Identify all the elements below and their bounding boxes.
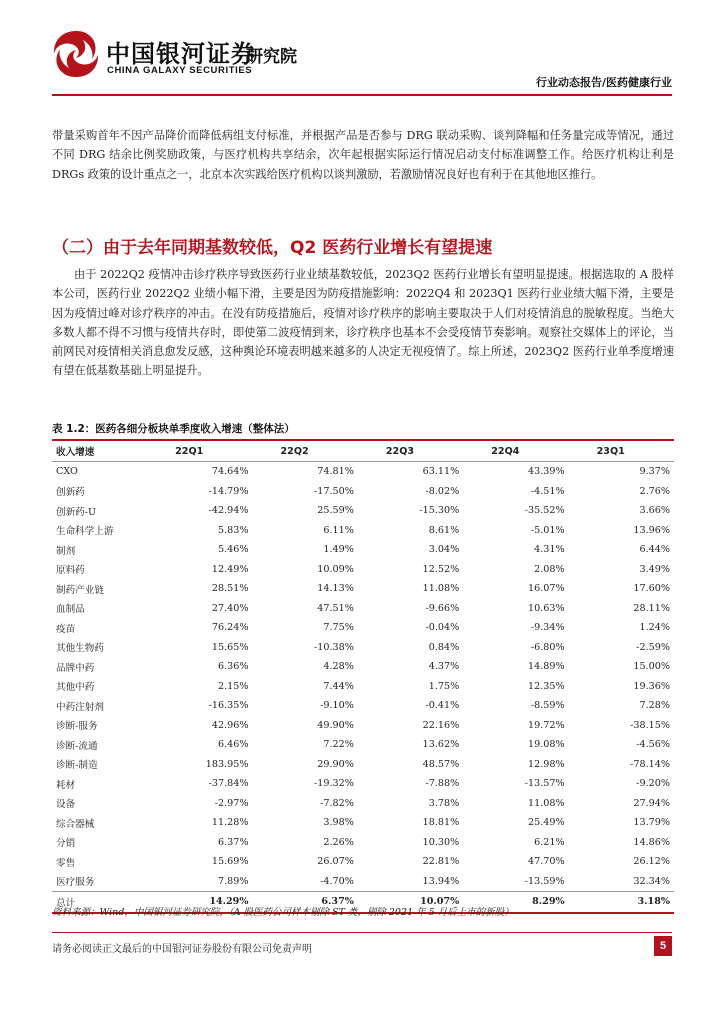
growth-value-cell: 18.81% — [422, 817, 460, 829]
growth-value-cell: 25.59% — [317, 505, 354, 517]
table-row — [52, 794, 674, 814]
table-row — [52, 774, 674, 794]
table-row — [52, 852, 674, 872]
table-row — [52, 833, 674, 853]
institute-label: 研究院 — [246, 47, 297, 67]
row-category-cell: 诊断-服务 — [56, 721, 98, 733]
growth-value-cell: 6.44% — [639, 544, 670, 556]
growth-value-cell: 10.63% — [528, 602, 565, 614]
growth-value-cell: -16.35% — [208, 700, 249, 712]
growth-value-cell: -35.52% — [524, 505, 565, 517]
growth-value-cell: 6.37% — [321, 896, 354, 908]
row-category-cell: 分销 — [56, 838, 76, 850]
growth-value-cell: 27.40% — [211, 602, 249, 614]
row-category-cell: 生命科学上游 — [56, 526, 114, 538]
growth-value-cell: -9.34% — [530, 622, 565, 634]
growth-value-cell: 26.12% — [633, 856, 670, 868]
growth-value-cell: 63.11% — [422, 466, 460, 478]
growth-value-cell: 11.08% — [422, 583, 460, 595]
page-number: 5 — [654, 936, 672, 956]
growth-value-cell: -7.82% — [320, 797, 354, 809]
row-category-cell: 制药产业链 — [56, 584, 104, 596]
growth-value-cell: -9.10% — [320, 700, 354, 712]
growth-value-cell: 8.61% — [428, 524, 460, 536]
growth-value-cell: 22.16% — [422, 719, 460, 731]
footer-divider — [52, 932, 672, 933]
table-row — [52, 521, 674, 541]
growth-value-cell: 3.04% — [428, 544, 460, 556]
growth-value-cell: 1.24% — [639, 622, 670, 634]
growth-value-cell: 0.84% — [428, 641, 460, 653]
growth-value-cell: 6.21% — [534, 836, 565, 848]
growth-value-cell: 2.08% — [534, 563, 565, 575]
growth-value-cell: -13.59% — [524, 875, 565, 887]
growth-value-cell: 14.13% — [317, 583, 354, 595]
growth-value-cell: 48.57% — [422, 758, 460, 770]
growth-value-cell: 13.96% — [633, 524, 670, 536]
growth-value-cell: 3.18% — [637, 896, 670, 908]
row-category-cell: 其他中药 — [56, 682, 95, 694]
row-category-cell: 诊断-流通 — [56, 740, 98, 752]
table-row — [52, 540, 674, 560]
table-row — [52, 872, 674, 892]
row-category-cell: 总计 — [56, 897, 76, 909]
column-header: 22Q3 — [385, 445, 415, 457]
footer-disclaimer: 请务必阅读正文最后的中国银河证券股份有限公司免责声明 — [52, 944, 312, 955]
column-header: 23Q1 — [596, 445, 625, 457]
growth-value-cell: 26.07% — [317, 856, 354, 868]
row-category-cell: 创新药 — [56, 487, 85, 499]
growth-value-cell: -38.15% — [630, 719, 670, 731]
growth-value-cell: 183.95% — [205, 758, 249, 770]
table-row — [52, 599, 674, 619]
row-category-cell: 诊断-制造 — [56, 760, 98, 772]
growth-value-cell: 29.90% — [317, 758, 354, 770]
growth-value-cell: 13.79% — [633, 817, 670, 829]
table-row — [52, 696, 674, 716]
growth-value-cell: 42.96% — [211, 719, 249, 731]
row-category-cell: 耗材 — [56, 779, 76, 791]
section-body-paragraph: 由于 2022Q2 疫情冲击诊疗秩序导致医药行业业绩基数较低，2023Q2 医药行业增长有望明显提速。根据选取的 A 股样本公司，医药行业 2022Q2 业绩小幅下滑，主要是因为防疫措施影响：2022Q4 和 2023Q1 医药行业业绩大幅下滑，主要是因为疫情过峰对诊疗秩序的冲击。在没有防疫措施后，疫情对诊疗秩序的影响主要取决于人们对疫情消息的脱敏程度。当绝大多数人都不得不习惯与疫情共存时，即使第二波疫情到来，诊疗秩序也基本不会受疫情节奏影响。观察社交媒体上的评论，当前网民对疫情相关消息愈发反感，这种舆论环境表明越来越多的人决定无视疫情了。综上所述，2023Q2 医药行业单季度增速有望在低基数基础上明显提升。 — [52, 268, 674, 378]
growth-value-cell: 6.36% — [218, 661, 249, 673]
table-row — [52, 813, 674, 833]
growth-value-cell: -10.38% — [314, 641, 354, 653]
table-row — [52, 560, 674, 580]
growth-value-cell: -14.79% — [208, 485, 249, 497]
table-header-row — [52, 440, 674, 462]
growth-value-cell: -8.02% — [425, 485, 460, 497]
growth-value-cell: -37.84% — [208, 778, 249, 790]
growth-value-cell: -0.04% — [425, 622, 460, 634]
growth-value-cell: 7.44% — [323, 680, 354, 692]
growth-value-cell: 4.31% — [534, 544, 565, 556]
growth-value-cell: 2.26% — [323, 836, 354, 848]
growth-value-cell: 3.66% — [639, 505, 670, 517]
table-caption: 表 1.2：医药各细分板块单季度收入增速（整体法） — [52, 423, 295, 435]
row-category-cell: 血制品 — [56, 604, 85, 616]
growth-value-cell: -6.80% — [530, 641, 565, 653]
growth-value-cell: -13.57% — [524, 778, 565, 790]
table-row — [52, 501, 674, 521]
growth-value-cell: -4.56% — [636, 739, 670, 751]
growth-value-cell: 9.37% — [639, 466, 670, 478]
growth-value-cell: 4.28% — [323, 661, 354, 673]
growth-value-cell: -42.94% — [208, 505, 249, 517]
row-category-cell: 创新药-U — [56, 506, 97, 518]
growth-value-cell: 11.08% — [528, 797, 565, 809]
growth-value-cell: 10.09% — [317, 563, 354, 575]
growth-value-cell: 22.81% — [422, 856, 460, 868]
section-heading: （二）由于去年同期基数较低，Q2 医药行业增长有望提速 — [52, 238, 493, 258]
table-row — [52, 716, 674, 736]
table-row — [52, 618, 674, 638]
growth-value-cell: 10.30% — [422, 836, 460, 848]
growth-value-cell: 1.49% — [323, 544, 354, 556]
growth-value-cell: -8.59% — [530, 700, 565, 712]
growth-value-cell: 8.29% — [532, 896, 565, 908]
growth-value-cell: 3.49% — [639, 563, 670, 575]
growth-value-cell: 28.51% — [211, 583, 249, 595]
growth-value-cell: 27.94% — [633, 797, 670, 809]
row-category-cell: 疫苗 — [56, 623, 76, 635]
growth-value-cell: 15.00% — [633, 661, 670, 673]
growth-value-cell: 3.78% — [428, 797, 460, 809]
column-header: 22Q2 — [280, 445, 309, 457]
table-row — [52, 755, 674, 775]
growth-value-cell: 14.86% — [633, 836, 670, 848]
growth-value-cell: -17.50% — [314, 485, 354, 497]
growth-value-cell: 5.46% — [218, 544, 249, 556]
growth-value-cell: -7.88% — [425, 778, 460, 790]
growth-value-cell: -2.97% — [214, 797, 249, 809]
row-category-cell: 设备 — [56, 799, 76, 811]
growth-value-cell: -9.20% — [636, 778, 670, 790]
growth-value-cell: 14.29% — [209, 896, 249, 908]
growth-value-cell: 7.28% — [639, 700, 670, 712]
growth-value-cell: 74.81% — [317, 466, 354, 478]
growth-value-cell: 6.37% — [218, 836, 249, 848]
growth-table — [52, 439, 674, 914]
growth-value-cell: -19.32% — [314, 778, 354, 790]
growth-value-cell: 43.39% — [528, 466, 565, 478]
growth-value-cell: 12.52% — [422, 563, 460, 575]
growth-value-cell: -5.01% — [530, 524, 565, 536]
table-row — [52, 462, 674, 482]
table-row — [52, 657, 674, 677]
table-row — [52, 638, 674, 658]
row-category-cell: 零售 — [56, 857, 76, 869]
table-row — [52, 482, 674, 502]
growth-value-cell: 17.60% — [633, 583, 670, 595]
intro-paragraph: 带量采购首年不因产品降价而降低病组支付标准，并根据产品是否参与 DRG 联动采购、谈判降幅和任务量完成等情况，通过不同 DRG 结余比例奖励政策，与医疗机构共享结余，次年起根据实际运行情况启动支付标准调整工作。给医疗机构让利是 DRGs 政策的设计重点之一，北京本次实践给医疗机构以谈判激励，若激励情况良好也有利于在其他地区推行。 — [52, 129, 674, 181]
growth-value-cell: -0.41% — [425, 700, 460, 712]
row-category-cell: 原料药 — [56, 565, 85, 577]
growth-value-cell: 2.15% — [218, 680, 249, 692]
column-header: 22Q1 — [175, 445, 204, 457]
row-category-cell: 品牌中药 — [56, 662, 95, 674]
growth-value-cell: 32.34% — [633, 875, 670, 887]
growth-value-cell: 47.51% — [317, 602, 354, 614]
growth-value-cell: 12.98% — [528, 758, 565, 770]
row-category-cell: 综合器械 — [56, 818, 95, 830]
growth-value-cell: -4.70% — [320, 875, 354, 887]
table-body — [52, 462, 674, 913]
growth-value-cell: 16.07% — [528, 583, 565, 595]
growth-value-cell: 19.72% — [528, 719, 565, 731]
growth-value-cell: 6.46% — [218, 739, 249, 751]
growth-value-cell: 19.08% — [528, 739, 565, 751]
growth-value-cell: 4.37% — [428, 661, 460, 673]
growth-value-cell: 2.76% — [639, 485, 670, 497]
growth-value-cell: -15.30% — [419, 505, 460, 517]
growth-value-cell: 12.49% — [211, 563, 249, 575]
row-category-cell: 其他生物药 — [56, 643, 104, 655]
growth-value-cell: 5.83% — [218, 524, 249, 536]
table-row — [52, 677, 674, 697]
logo-english-name: CHINA GALAXY SECURITIES — [107, 65, 253, 76]
table-source-note: 资料来源：Wind，中国银河证券研究院，（A 股医药公司样本剔除 ST 类，剔除 2021 年 5 月后上市的新股） — [52, 907, 514, 918]
growth-value-cell: 7.89% — [218, 875, 249, 887]
growth-value-cell: 6.11% — [323, 524, 354, 536]
growth-value-cell: 13.94% — [422, 875, 460, 887]
growth-value-cell: 10.07% — [420, 896, 460, 908]
column-header: 22Q4 — [491, 445, 520, 457]
growth-value-cell: 1.75% — [428, 680, 460, 692]
header-divider — [52, 94, 672, 96]
growth-value-cell: 7.75% — [323, 622, 354, 634]
growth-value-cell: 12.35% — [528, 680, 565, 692]
report-category: 行业动态报告/医药健康行业 — [535, 76, 672, 89]
growth-value-cell: 74.64% — [211, 466, 249, 478]
growth-value-cell: -78.14% — [630, 758, 670, 770]
row-category-cell: 中药注射剂 — [56, 701, 104, 713]
growth-value-cell: 49.90% — [317, 719, 354, 731]
row-category-cell: 制剂 — [56, 545, 76, 557]
growth-value-cell: 47.70% — [528, 856, 565, 868]
table-row — [52, 735, 674, 755]
growth-value-cell: -2.59% — [636, 641, 670, 653]
table-row — [52, 579, 674, 599]
growth-value-cell: 14.89% — [528, 661, 565, 673]
growth-value-cell: -4.51% — [530, 485, 565, 497]
column-header: 收入增速 — [56, 447, 95, 458]
growth-value-cell: 13.62% — [422, 739, 460, 751]
growth-value-cell: 19.36% — [633, 680, 670, 692]
row-category-cell: CXO — [56, 466, 78, 478]
growth-value-cell: 11.28% — [211, 817, 249, 829]
growth-value-cell: 25.49% — [528, 817, 565, 829]
growth-value-cell: 76.24% — [211, 622, 249, 634]
growth-value-cell: 7.22% — [323, 739, 354, 751]
row-category-cell: 医疗服务 — [56, 877, 95, 889]
growth-value-cell: 3.98% — [323, 817, 354, 829]
growth-value-cell: 28.11% — [633, 602, 670, 614]
growth-value-cell: 15.65% — [211, 641, 249, 653]
growth-value-cell: -9.66% — [425, 602, 460, 614]
page-header — [0, 0, 724, 100]
galaxy-logo-icon — [50, 28, 102, 80]
growth-value-cell: 15.69% — [211, 856, 249, 868]
logo-chinese-name: 中国银河证券 — [106, 40, 256, 68]
